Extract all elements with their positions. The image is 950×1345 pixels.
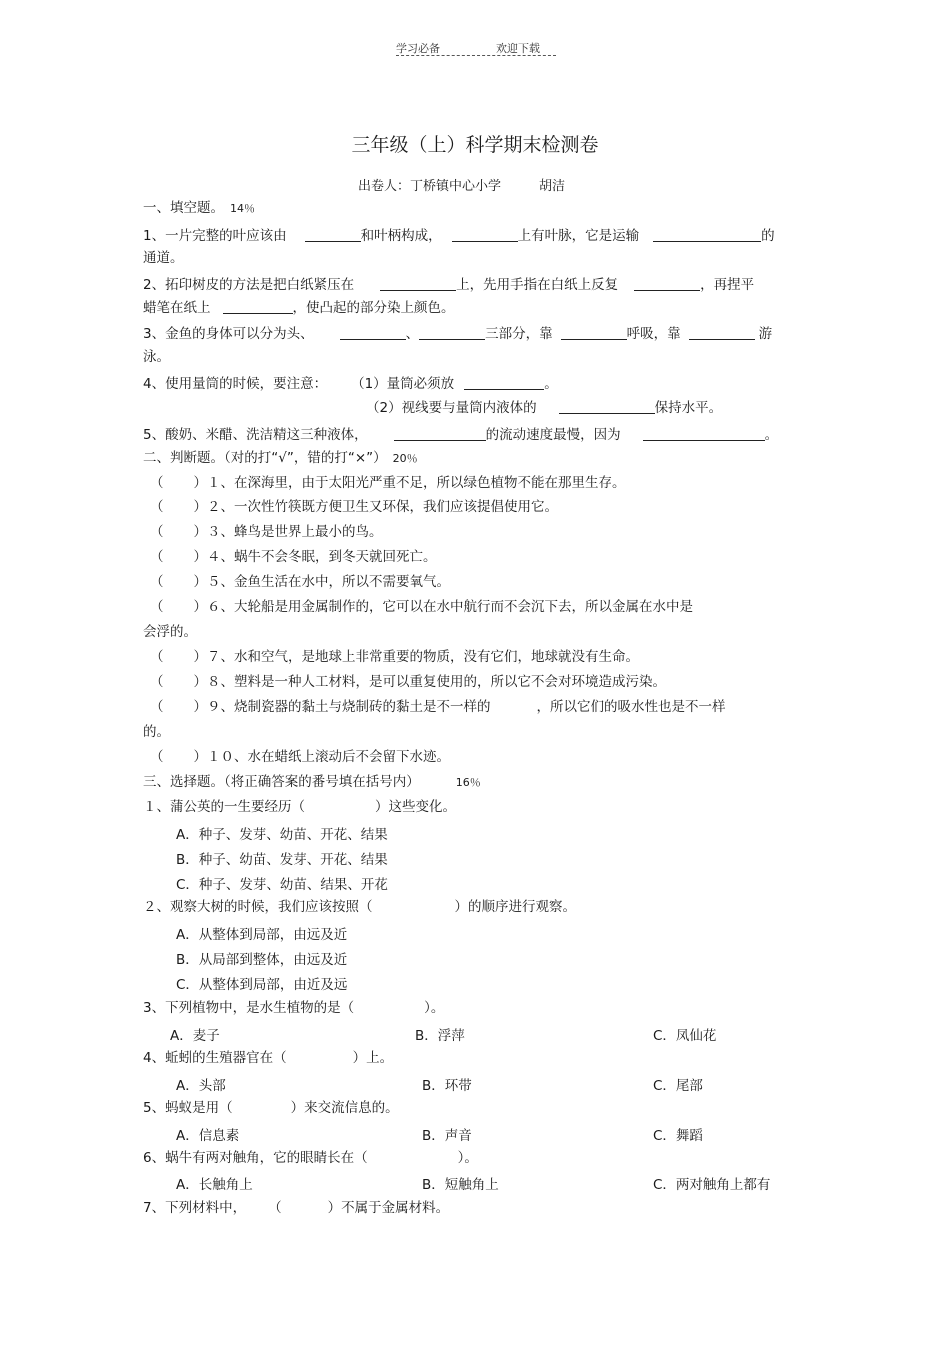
paren: （ [150, 574, 164, 590]
answer-blank[interactable] [223, 299, 293, 314]
text: 。 [764, 427, 779, 443]
answer-blank[interactable] [689, 325, 755, 340]
text: ）来交流信息的。 [290, 1100, 399, 1116]
fill-q1-cont: 通道。 [143, 250, 184, 266]
fill-q2-cont [143, 298, 455, 318]
text: ）上。 [352, 1050, 394, 1066]
header-right: 欢迎下载 [496, 42, 540, 55]
choice-q2 [143, 897, 576, 917]
text: ）１、在深海里，由于太阳光严重不足，所以绿色植物不能在那里生存。 [193, 475, 626, 491]
text: 游 [758, 326, 773, 342]
choice-q6-option-c: C．两对触角上都有 [653, 1177, 771, 1193]
fill-q3 [143, 324, 772, 344]
text: ）８、塑料是一种人工材料，是可以重复使用的，所以它不会对环境造成污染。 [193, 674, 666, 690]
fill-q3-cont: 泳。 [143, 349, 170, 365]
judge-item-6[interactable] [150, 597, 693, 617]
judge-item-9-cont: 的。 [143, 724, 170, 740]
choice-q6-option-b: B．短触角上 [422, 1177, 499, 1193]
choice-q1-option-b: B．种子、幼苗、发芽、开花、结果 [176, 852, 388, 868]
answer-blank[interactable] [559, 399, 655, 414]
text: ）６、大轮船是用金属制作的，它可以在水中航行而不会沉下去，所以金属在水中是 [193, 599, 693, 615]
section-heading-text: 一、填空题。 [143, 200, 224, 216]
text: 保持水平。 [654, 400, 723, 416]
judge-item-5[interactable] [150, 572, 450, 592]
choice-q4-option-c: C．尾部 [653, 1078, 703, 1094]
text: 上，先用手指在白纸上反复 [456, 277, 619, 293]
choice-q3-option-b: B．浮萍 [415, 1028, 465, 1044]
judge-item-4[interactable] [150, 547, 437, 567]
choice-q2-option-a: A．从整体到局部，由远及近 [176, 927, 348, 943]
choice-q5-option-c: C．舞蹈 [653, 1128, 703, 1144]
judge-item-8[interactable] [150, 672, 666, 692]
text: 7、下列材料中， [143, 1200, 247, 1216]
text: ，再捏平 [700, 277, 755, 293]
text: ）。 [424, 1000, 445, 1016]
choice-q3 [143, 998, 444, 1018]
judge-item-3[interactable] [150, 522, 383, 542]
answer-blank[interactable] [464, 375, 544, 390]
choice-q1-option-a: A．种子、发芽、幼苗、开花、结果 [176, 827, 388, 843]
section-percent: 20％ [392, 452, 418, 465]
choice-q1-option-c: C．种子、发芽、幼苗、结果、开花 [176, 877, 388, 893]
choice-q5 [143, 1098, 399, 1118]
text: 4、蚯蚓的生殖器官在（ [143, 1050, 287, 1066]
paren: （ [150, 475, 164, 491]
text: １、蒲公英的一生要经历（ [143, 799, 305, 815]
text: 4、使用量筒的时候，要注意： [143, 376, 328, 392]
text: ）不属于金属材料。 [327, 1200, 450, 1216]
fill-q4 [143, 374, 558, 394]
paren: （ [150, 674, 164, 690]
text: ）３、蜂鸟是世界上最小的鸟。 [193, 524, 383, 540]
text: （1）量筒必须放 [351, 376, 455, 392]
text: ）２、一次性竹筷既方便卫生又环保，我们应该提倡使用它。 [193, 499, 558, 515]
text: （ [268, 1200, 282, 1216]
text: ，所以它们的吸水性也是不一样 [536, 699, 726, 715]
author-line [358, 175, 565, 194]
choice-q5-option-b: B．声音 [422, 1128, 472, 1144]
section-choice-heading [143, 772, 481, 793]
choice-q7 [143, 1198, 449, 1218]
choice-q6-option-a: A．长触角上 [176, 1177, 253, 1193]
text: 5、蚂蚁是用（ [143, 1100, 233, 1116]
text: ）１０、水在蜡纸上滚动后不会留下水迹。 [193, 749, 450, 765]
choice-q5-option-a: A．信息素 [176, 1128, 240, 1144]
text: ）５、金鱼生活在水中，所以不需要氧气。 [193, 574, 450, 590]
text: 的 [761, 228, 775, 244]
fill-q2 [143, 275, 754, 295]
judge-item-2[interactable] [150, 497, 558, 517]
text: 上有叶脉，它是运输 [517, 228, 640, 244]
paren: （ [150, 649, 164, 665]
answer-blank[interactable] [634, 276, 700, 291]
judge-item-10[interactable] [150, 747, 450, 767]
text: ，使凸起的部分染上颜色。 [292, 300, 455, 316]
text: 2、拓印树皮的方法是把白纸紧压在 [143, 277, 355, 293]
fill-q4-line2 [366, 398, 722, 418]
text: ２、观察大树的时候，我们应该按照（ [143, 899, 373, 915]
section-fill-heading [143, 198, 255, 219]
page-title: 三年级（上）科学期末检测卷 [351, 134, 599, 156]
choice-q2-option-c: C．从整体到局部，由近及远 [176, 977, 348, 993]
text: 6、蜗牛有两对触角，它的眼睛长在（ [143, 1150, 368, 1166]
fill-q5 [143, 425, 778, 445]
choice-q1 [143, 797, 456, 817]
text: 三部分，靠 [485, 326, 553, 342]
paren: （ [150, 524, 164, 540]
text: 3、下列植物中，是水生植物的是（ [143, 1000, 355, 1016]
answer-blank[interactable] [419, 325, 485, 340]
section-judge-heading [143, 448, 418, 469]
text: ）９、烧制瓷器的黏土与烧制砖的黏土是不一样的 [193, 699, 491, 715]
text: ）。 [457, 1150, 478, 1166]
text: 、 [405, 326, 420, 342]
header-divider [396, 55, 556, 56]
text: 3、金鱼的身体可以分为头、 [143, 326, 314, 342]
judge-item-7[interactable] [150, 647, 639, 667]
text: 和叶柄构成， [360, 228, 442, 244]
text: ）４、蜗牛不会冬眠，到冬天就回死亡。 [193, 549, 437, 565]
answer-blank[interactable] [452, 227, 518, 242]
choice-q4-option-a: A．头部 [176, 1078, 226, 1094]
text: 。 [544, 376, 558, 392]
answer-blank[interactable] [561, 325, 627, 340]
text: 5、酸奶、米醋、洗洁精这三种液体， [143, 427, 368, 443]
author-label: 出卷人：丁桥镇中心小学 [358, 179, 502, 194]
section-percent: 14％ [230, 202, 255, 215]
choice-q3-option-c: C．凤仙花 [653, 1028, 717, 1044]
text: ）这些变化。 [375, 799, 456, 815]
answer-blank[interactable] [643, 426, 765, 441]
choice-q6 [143, 1148, 478, 1168]
author-name: 胡洁 [539, 179, 566, 194]
header-left: 学习必备 [396, 42, 440, 55]
fill-q1 [143, 226, 775, 246]
text: 1、一片完整的叶应该由 [143, 228, 287, 244]
text: 呼吸，靠 [626, 326, 681, 342]
judge-item-9[interactable] [150, 697, 726, 717]
text: ）的顺序进行观察。 [454, 899, 576, 915]
choice-q4 [143, 1048, 393, 1068]
text: 蜡笔在纸上 [143, 300, 211, 316]
judge-item-6-cont: 会浮的。 [143, 624, 197, 640]
choice-q4-option-b: B．环带 [422, 1078, 472, 1094]
answer-blank[interactable] [340, 325, 406, 340]
section-heading-text: 二、判断题。（对的打“√”，错的打“×”） [143, 450, 387, 466]
choice-q3-option-a: A．麦子 [170, 1028, 220, 1044]
section-heading-text: 三、选择题。（将正确答案的番号填在括号内） [143, 774, 420, 790]
section-percent: 16％ [455, 776, 481, 789]
paren: （ [150, 749, 164, 765]
paren: （ [150, 499, 164, 515]
paren: （ [150, 599, 164, 615]
page-header [396, 40, 540, 56]
answer-blank[interactable] [653, 227, 761, 242]
answer-blank[interactable] [394, 426, 486, 441]
answer-blank[interactable] [380, 276, 456, 291]
paren: （ [150, 699, 164, 715]
text: ）７、水和空气，是地球上非常重要的物质，没有它们，地球就没有生命。 [193, 649, 639, 665]
text: 的流动速度最慢，因为 [485, 427, 621, 443]
choice-q2-option-b: B．从局部到整体，由远及近 [176, 952, 348, 968]
text: （2）视线要与量筒内液体的 [366, 400, 537, 416]
answer-blank[interactable] [305, 227, 361, 242]
judge-item-1[interactable] [150, 473, 626, 493]
paren: （ [150, 549, 164, 565]
